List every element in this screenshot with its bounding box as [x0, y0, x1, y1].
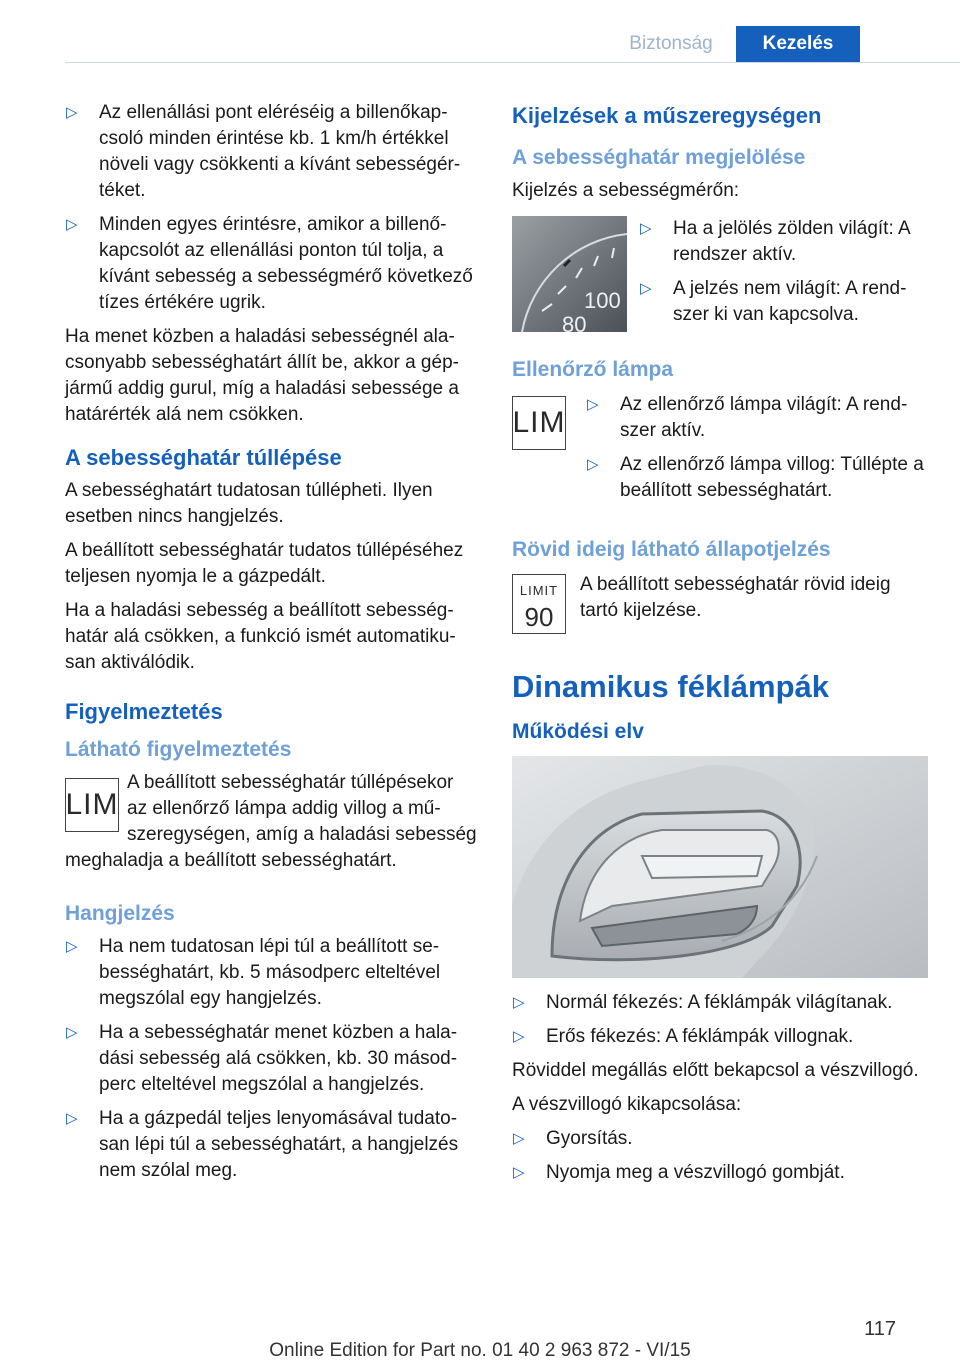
- list-item: ▷ Minden egyes érintésre, amikor a billenőkapcsolót az ellenállási ponton túl tolja, a kívánt sebesség a sebességmérő következő tízes értékére ugrik.: [65, 212, 477, 316]
- paragraph: A beállított sebességhatár tudatos túllépéséhez teljesen nyomja le a gázpedált.: [65, 540, 464, 587]
- bullet-list: [65, 934, 477, 1184]
- bullet-list: [639, 216, 928, 336]
- bullet-list: [512, 1126, 928, 1186]
- paragraph: Röviddel megállás előtt bekapcsol a vészvillogó.: [512, 1060, 919, 1081]
- page-number: 117: [864, 1318, 896, 1340]
- list-item: ▷ Ha a jelölés zölden világít: A rendszer aktív.: [639, 216, 928, 268]
- list-item: ▷ Az ellenőrző lámpa világít: A rendszer aktív.: [586, 392, 928, 444]
- brief-display-row: [512, 572, 928, 634]
- bullet-list: [586, 392, 928, 512]
- subsection-heading: Ellenőrző lámpa: [512, 358, 674, 381]
- list-item: ▷ Normál fékezés: A féklámpák világítanak.: [512, 990, 928, 1016]
- visible-warning-block: [65, 770, 477, 874]
- header-tab-active: Kezelés: [736, 26, 860, 62]
- section-heading: A sebességhatár túllépése: [65, 445, 342, 470]
- header-tab-section: Biztonság: [629, 33, 713, 54]
- chapter-heading: Dinamikus féklámpák: [512, 669, 830, 704]
- subsection-heading: Működési elv: [512, 720, 644, 743]
- limit-display-label: LIMIT: [519, 583, 559, 598]
- list-item: ▷ Az ellenőrző lámpa villog: Túllépte a beállított sebességhatárt.: [586, 452, 928, 504]
- paragraph: A sebességhatárt tudatosan túllépheti. Ilyen esetben nincs hangjelzés.: [65, 480, 433, 527]
- edition-footer: Online Edition for Part no. 01 40 2 963 872 - VI/15: [269, 1340, 691, 1361]
- subsection-heading: Hangjelzés: [65, 902, 175, 925]
- subsection-heading: A sebességhatár megjelölése: [512, 146, 806, 169]
- section-heading: Kijelzések a műszeregységen: [512, 103, 822, 128]
- list-item: ▷ Ha nem tudatosan lépi túl a beállított sebességhatárt, kb. 5 másodperc elteltével megszólal egy hangjelzés.: [65, 934, 477, 1012]
- bullet-list: [512, 990, 928, 1050]
- left-column: [65, 100, 477, 1192]
- bullet-list: [65, 100, 477, 316]
- list-item: ▷ Gyorsítás.: [512, 1126, 928, 1152]
- paragraph: Ha menet közben a haladási sebességnél alacsonyabb sebességhatárt állít be, akkor a gépjármű addig gurul, míg a haladási sebessége a határérték alá nem csökken.: [65, 326, 459, 425]
- right-column: [512, 100, 928, 1194]
- paragraph: A beállított sebességhatár rövid ideig tartó kijelzése.: [580, 574, 891, 621]
- list-item: ▷ Az ellenállási pont eléréséig a billenőkapcsoló minden érintése kb. 1 km/h értékkel növeli vagy csökkenti a kívánt sebességértéket.: [65, 100, 477, 204]
- speedometer-image: [512, 216, 627, 332]
- subsection-heading: Látható figyelmeztetés: [65, 738, 292, 761]
- list-item: ▷ Nyomja meg a vészvillogó gombját.: [512, 1160, 928, 1186]
- paragraph: A beállított sebességhatár túllépésekor az ellenőrző lámpa addig villog a műszeregységen, amíg a haladási sebesség meghaladja a beállított sebességhatárt.: [65, 772, 477, 871]
- subsection-heading: Rövid ideig látható állapotjelzés: [512, 538, 831, 561]
- list-item: ▷ Ha a sebességhatár menet közben a haladási sebesség alá csökken, kb. 30 másodperc elteltével megszólal a hangjelzés.: [65, 1020, 477, 1098]
- paragraph: Kijelzés a sebességmérőn:: [512, 180, 740, 201]
- list-item: ▷ Erős fékezés: A féklámpák villognak.: [512, 1024, 928, 1050]
- limit-display-value: 90: [524, 602, 554, 632]
- lim-indicator-icon: LIM: [512, 396, 566, 450]
- list-item: ▷ A jelzés nem világít: A rendszer ki van kapcsolva.: [639, 276, 928, 328]
- paragraph: Ha a haladási sebesség a beállított sebességhatár alá csökken, a funkció ismét automatikusan aktiválódik.: [65, 600, 456, 673]
- lim-indicator-icon: LIM: [65, 778, 119, 832]
- speedo-label-80: 80: [562, 312, 587, 332]
- speedo-label-100: 100: [584, 288, 621, 313]
- paragraph: A vészvillogó kikapcsolása:: [512, 1094, 742, 1115]
- header-rule: [65, 62, 960, 63]
- limit-display-icon: [512, 574, 566, 634]
- indicator-figure-row: [512, 392, 928, 512]
- list-item: ▷ Ha a gázpedál teljes lenyomásával tudatosan lépi túl a sebességhatárt, a hangjelzés nem szólal meg.: [65, 1106, 477, 1184]
- speedo-figure-row: [512, 216, 928, 336]
- brake-lights-image: [512, 756, 928, 978]
- section-heading: Figyelmeztetés: [65, 699, 223, 724]
